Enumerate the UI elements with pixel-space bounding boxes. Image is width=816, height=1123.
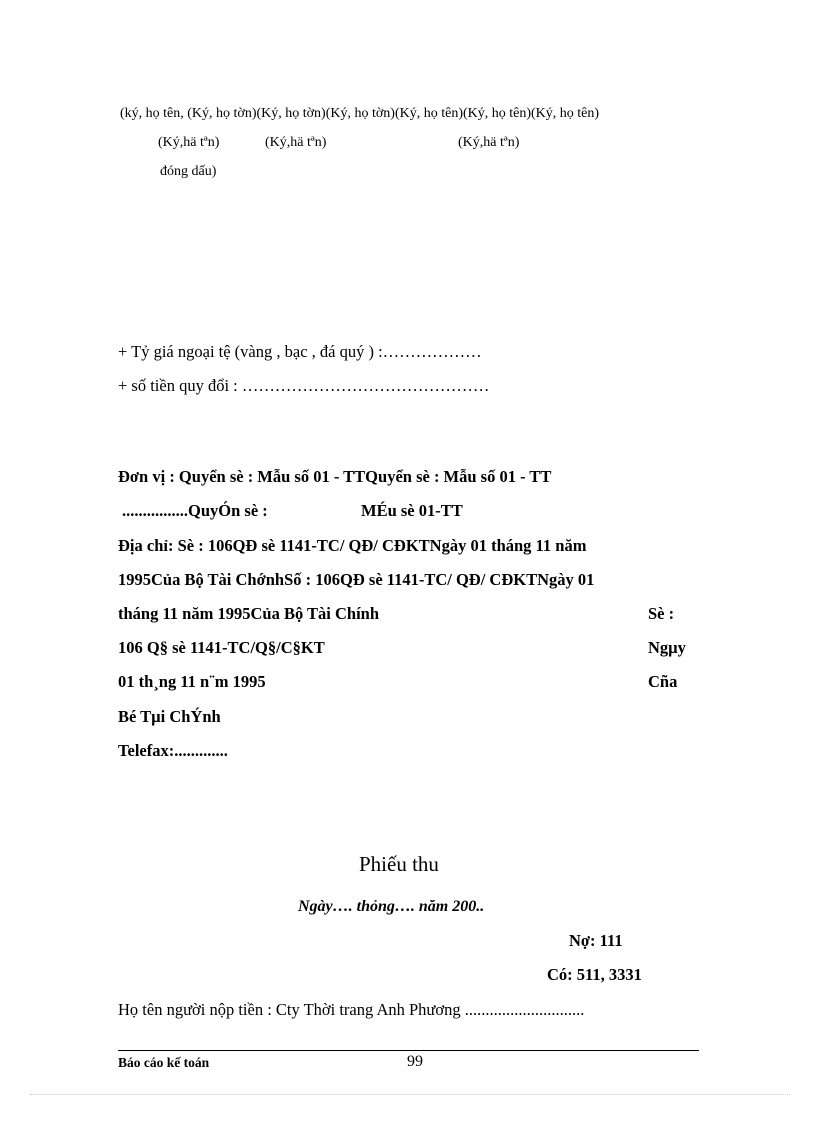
page-number: 99 xyxy=(407,1053,423,1070)
header-line-6a: 106 Q§ sè 1141-TC/Q§/C§KT xyxy=(118,638,325,657)
header-line-2b: MÉu sè 01-TT xyxy=(361,501,463,520)
header-line-5a: tháng 11 năm 1995Của Bộ Tài Chính xyxy=(118,604,380,623)
payer-name-line: Họ tên người nộp tiền : Cty Thời trang Anh Phương ............................. xyxy=(118,1000,585,1019)
exchange-rate-line: + Tỷ giá ngoại tệ (vàng , bạc , đá quý ) :……………… xyxy=(118,342,482,361)
signature-line-1: (ký, họ tên, (Ký, họ tờn)(Ký, họ tờn)(Ký, họ tờn)(Ký, họ tên)(Ký, họ tên)(Ký, họ tên) xyxy=(120,106,600,121)
credit-account: Có: 511, 3331 xyxy=(547,965,642,984)
header-line-8: Bé Tµi ChÝnh xyxy=(118,707,221,726)
header-line-7b: Cña xyxy=(648,672,678,691)
header-line-4: 1995Của Bộ Tài ChớnhSố : 106QĐ sè 1141-TC/ QĐ/ CĐKTNgày 01 xyxy=(118,570,595,589)
header-line-5b: Sè : xyxy=(648,604,675,623)
footer-divider xyxy=(118,1050,699,1051)
exchange-amount-line: + số tiền quy đổi : ……………………………………… xyxy=(118,376,490,395)
signature-line-2a: (Ký,hä tªn) xyxy=(158,135,220,150)
header-line-3: Địa chỉ: Sè : 106QĐ sè 1141-TC/ QĐ/ CĐKTNgày 01 tháng 11 năm xyxy=(118,536,587,555)
receipt-title: Phiếu thu xyxy=(359,852,439,876)
signature-line-3: đóng dấu) xyxy=(160,164,217,179)
header-line-2a: ................QuyÓn sè : xyxy=(122,501,268,520)
signature-line-2c: (Ký,hä tªn) xyxy=(458,135,520,150)
receipt-date: Ngày…. thỏng…. năm 200.. xyxy=(298,898,485,915)
header-line-6b: Ngµy xyxy=(648,638,686,657)
telefax-line: Telefax:............. xyxy=(118,741,228,760)
header-line-7a: 01 th¸ng 11 n¨m 1995 xyxy=(118,672,266,691)
page-edge-divider xyxy=(30,1094,790,1095)
footer-label: Báo cáo kế toán xyxy=(118,1055,210,1070)
debit-account: Nợ: 111 xyxy=(569,931,623,950)
header-line-1: Đơn vị : Quyển sè : Mẫu số 01 - TTQuyển sè : Mẫu số 01 - TT xyxy=(118,467,552,486)
signature-line-2b: (Ký,hä tªn) xyxy=(265,135,327,150)
